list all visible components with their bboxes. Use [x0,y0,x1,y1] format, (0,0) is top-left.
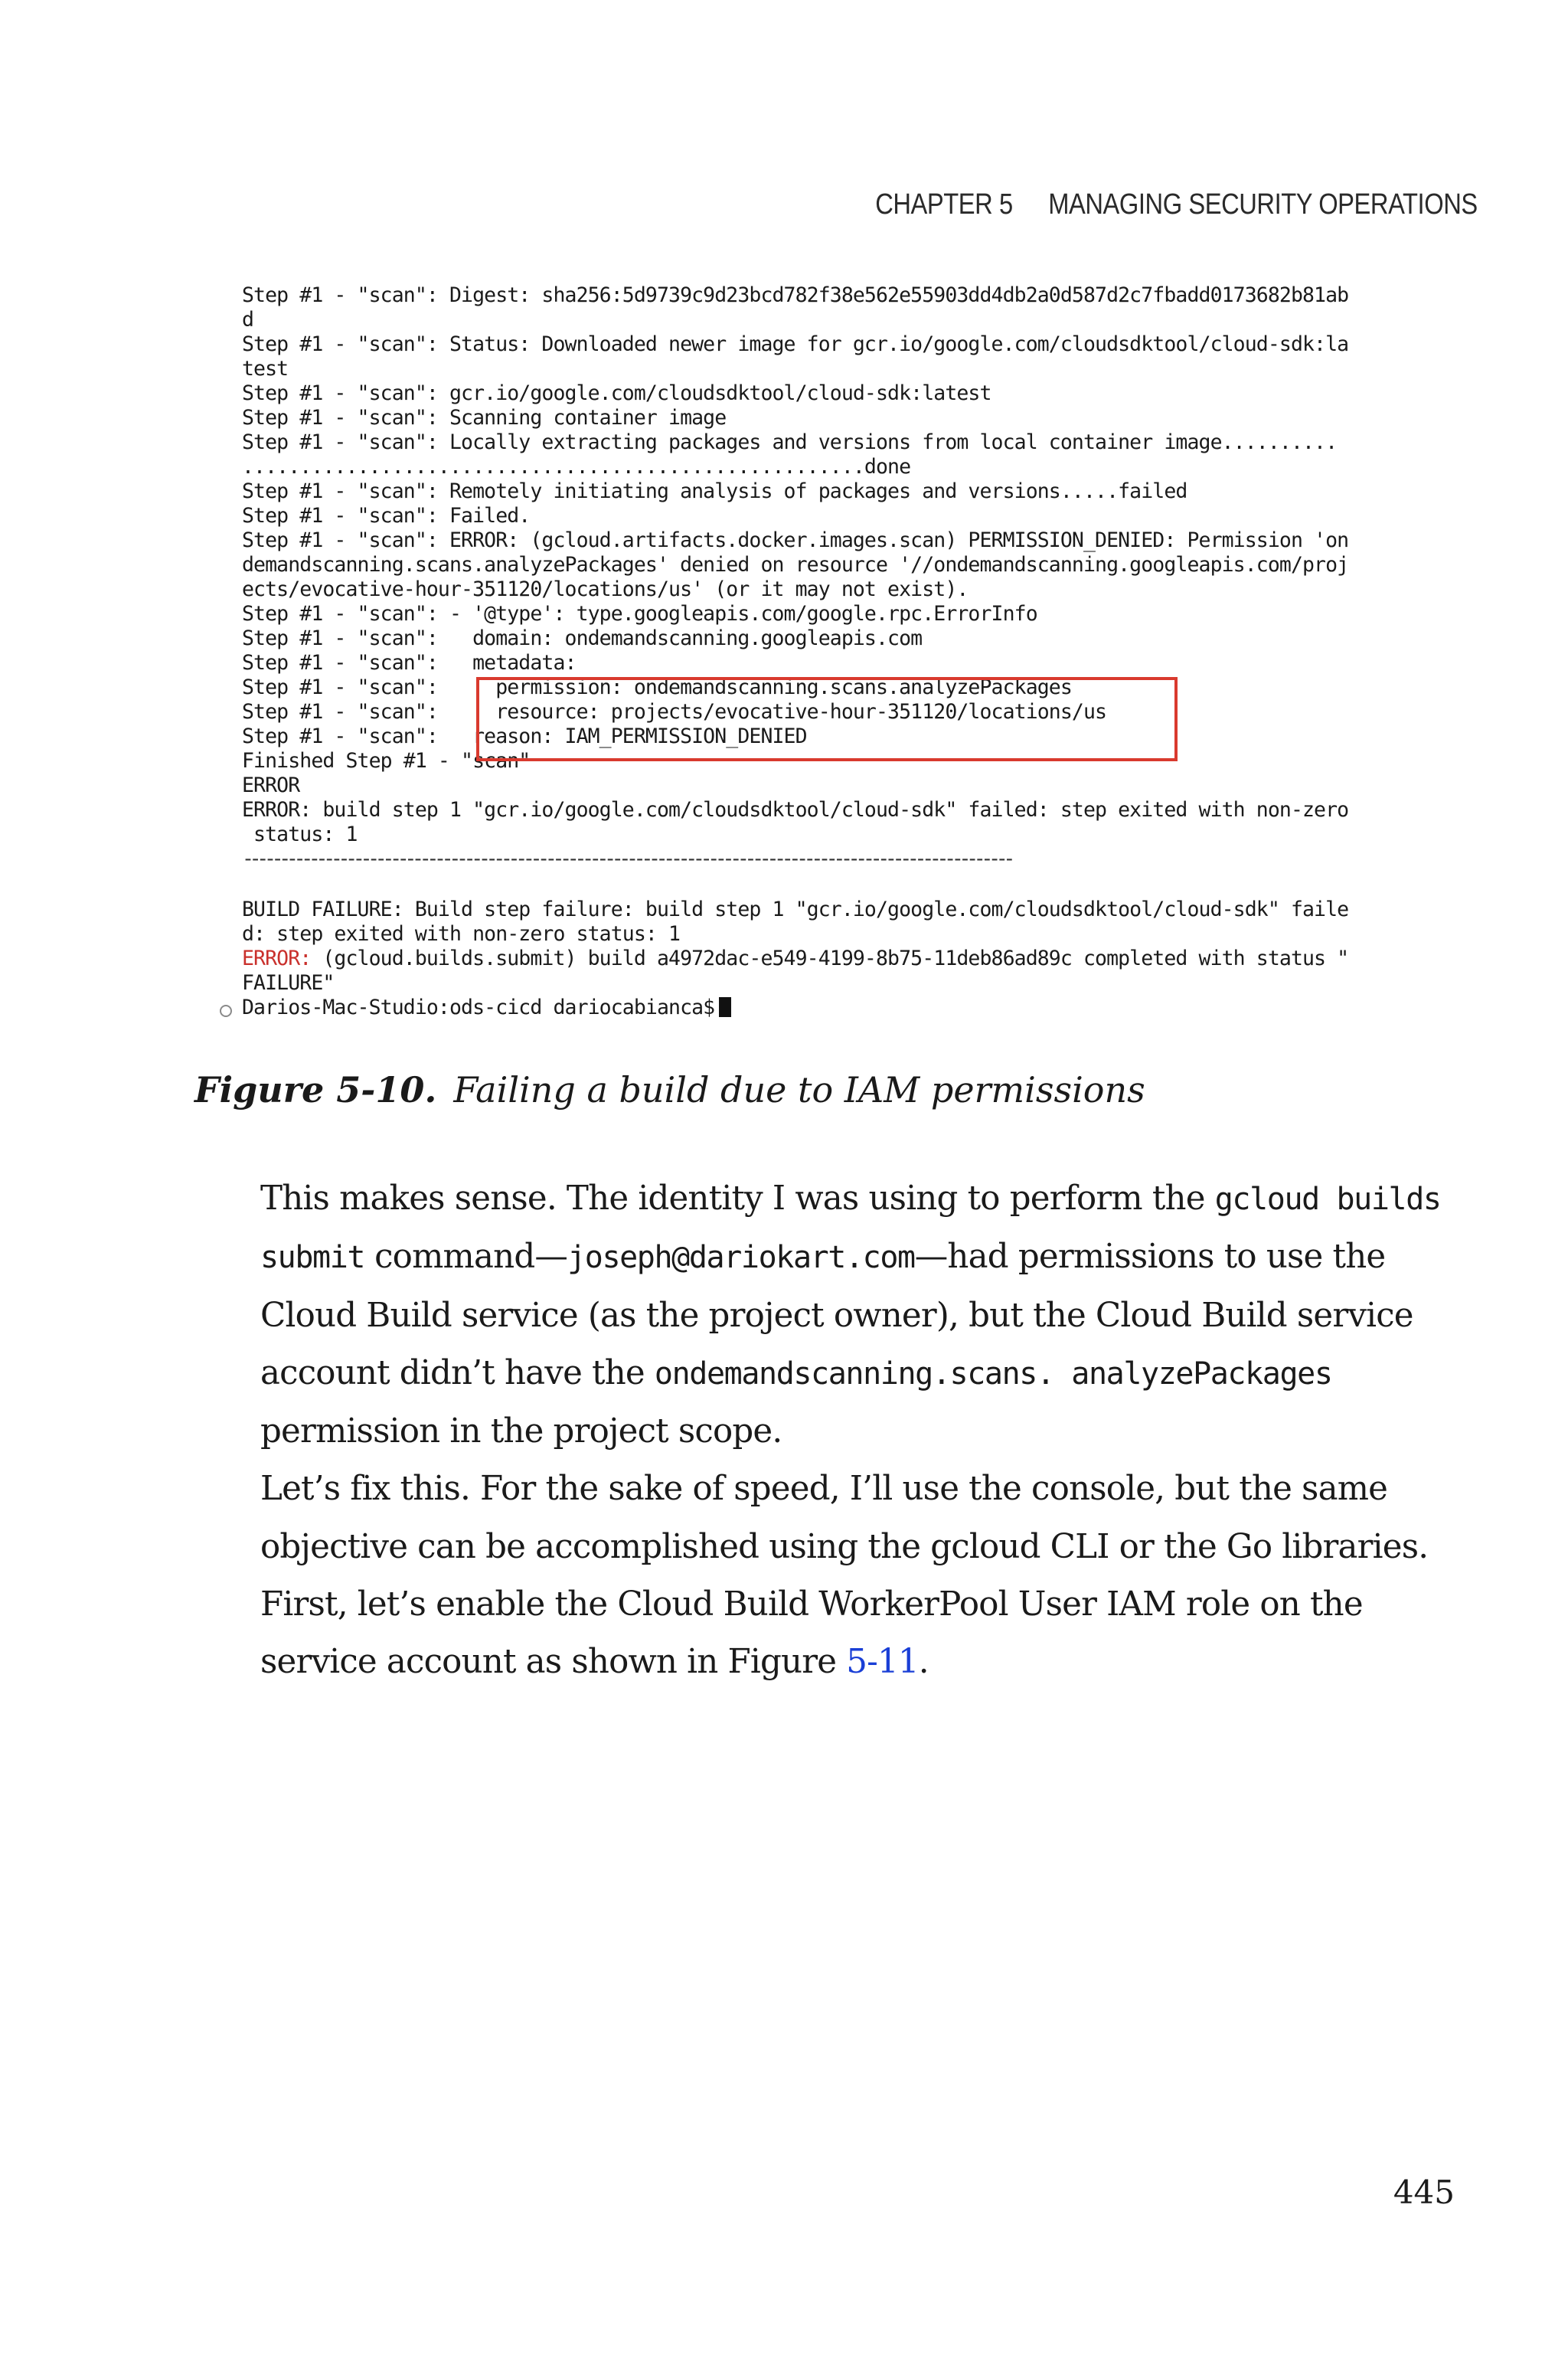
terminal-line: Step #1 - "scan": - '@type': type.googleapis.com/google.rpc.ErrorInfo [242,602,1037,626]
code-permission: ondemandscanning.scans. analyzePackages [654,1356,1332,1392]
text-run: This makes sense. The identity I was using to perform the [260,1179,1215,1218]
terminal-line: BUILD FAILURE: Build step failure: build step 1 "gcr.io/google.com/cloudsdktool/cloud-sdk" faile [242,898,1349,921]
terminal-screenshot [224,280,1442,1034]
terminal-line: d: step exited with non-zero status: 1 [242,922,681,946]
chapter-title: MANAGING SECURITY OPERATIONS [1048,188,1478,221]
terminal-line: Step #1 - "scan": domain: ondemandscanning.googleapis.com [242,626,923,650]
terminal-line: FAILURE" [242,971,335,995]
terminal-line: Step #1 - "scan": Digest: sha256:5d9739c9d23bcd782f38e562e55903dd4db2a0d587d2c7fbadd0173682b81ab [242,283,1349,307]
paragraph-3 [194,1576,1450,1692]
terminal-line: ERROR [242,774,300,797]
terminal-line: Step #1 - "scan": permission: ondemandscanning.scans.analyzePackages [242,675,1072,699]
running-head [875,188,1478,221]
prompt-status-dot-icon [220,1005,232,1017]
terminal-line: Step #1 - "scan": resource: projects/evocative-hour-351120/locations/us [242,700,1107,724]
terminal-line: demandscanning.scans.analyzePackages' denied on resource '//ondemandscanning.googleapis.com/proj [242,553,1349,577]
text-run: permission in the project scope. [260,1412,782,1451]
terminal-line: Step #1 - "scan": reason: IAM_PERMISSION_DENIED [242,725,807,748]
terminal-line: Step #1 - "scan": metadata: [242,651,577,675]
text-run: command— [364,1238,568,1277]
terminal-line: Step #1 - "scan": Remotely initiating analysis of packages and versions.....failed [242,479,1187,503]
terminal-line: test [242,357,289,381]
terminal-line: Step #1 - "scan": Status: Downloaded newer image for gcr.io/google.com/cloudsdktool/cloud-sdk:la [242,332,1349,356]
terminal-line: Step #1 - "scan": ERROR: (gcloud.artifacts.docker.images.scan) PERMISSION_DENIED: Permission 'on [242,528,1349,552]
terminal-line: ......................................................done [242,455,911,479]
page-number: 445 [1393,2174,1455,2211]
text-run: —had permissions to use the Cloud Build service (as the project owner), but the Cloud Build service account didn’t have the [260,1238,1413,1392]
terminal-prompt [242,996,731,1020]
terminal-line: d [242,308,254,332]
paragraph-1 [194,1170,1450,1460]
terminal-line: Step #1 - "scan": gcr.io/google.com/cloudsdktool/cloud-sdk:latest [242,381,991,405]
terminal-line: Step #1 - "scan": Failed. [242,504,531,528]
terminal-line: ERROR: build step 1 "gcr.io/google.com/cloudsdktool/cloud-sdk" failed: step exited with non-zero [242,798,1349,822]
terminal-line: status: 1 [242,823,358,846]
terminal-line: Finished Step #1 - "scan" [242,749,531,773]
code-gcloud-builds-submit: gcloud builds submit [260,1182,1441,1276]
code-email: joseph@dariokart.com [567,1240,915,1276]
figure-label: Figure 5-10. [194,1069,437,1110]
terminal-line [242,947,1348,971]
permission-highlight-box [476,677,1178,761]
body-text [194,1170,1450,1692]
paragraph-2: Let’s fix this. For the sake of speed, I’ll use the console, but the same objective can be accomplished using the gcloud CLI or the Go libraries. [260,1470,1429,1566]
terminal-divider: -------------------------------------------------------------------------------------------------------- [242,847,1011,871]
terminal-line: ects/evocative-hour-351120/locations/us' (or it may not exist). [242,577,969,601]
cursor-icon [719,997,731,1017]
text-run: . [918,1643,929,1682]
prompt-text: Darios-Mac-Studio:ods-cicd dariocabianca$ [242,996,715,1019]
error-label: ERROR: [242,947,312,970]
figure-caption [194,1069,1450,1110]
figure-reference-link[interactable]: 5-11 [846,1643,919,1682]
terminal-line: Step #1 - "scan": Scanning container image [242,406,727,430]
terminal-line: Step #1 - "scan": Locally extracting packages and versions from local container image.......... [242,430,1338,454]
terminal-line-text: (gcloud.builds.submit) build a4972dac-e549-4199-8b75-11deb86ad89c completed with status " [311,947,1349,970]
figure-title: Failing a build due to IAM permissions [453,1069,1145,1110]
chapter-label: CHAPTER 5 [875,188,1013,221]
text-run: First, let’s enable the Cloud Build WorkerPool User IAM role on the service account as shown in Figure [260,1585,1363,1682]
